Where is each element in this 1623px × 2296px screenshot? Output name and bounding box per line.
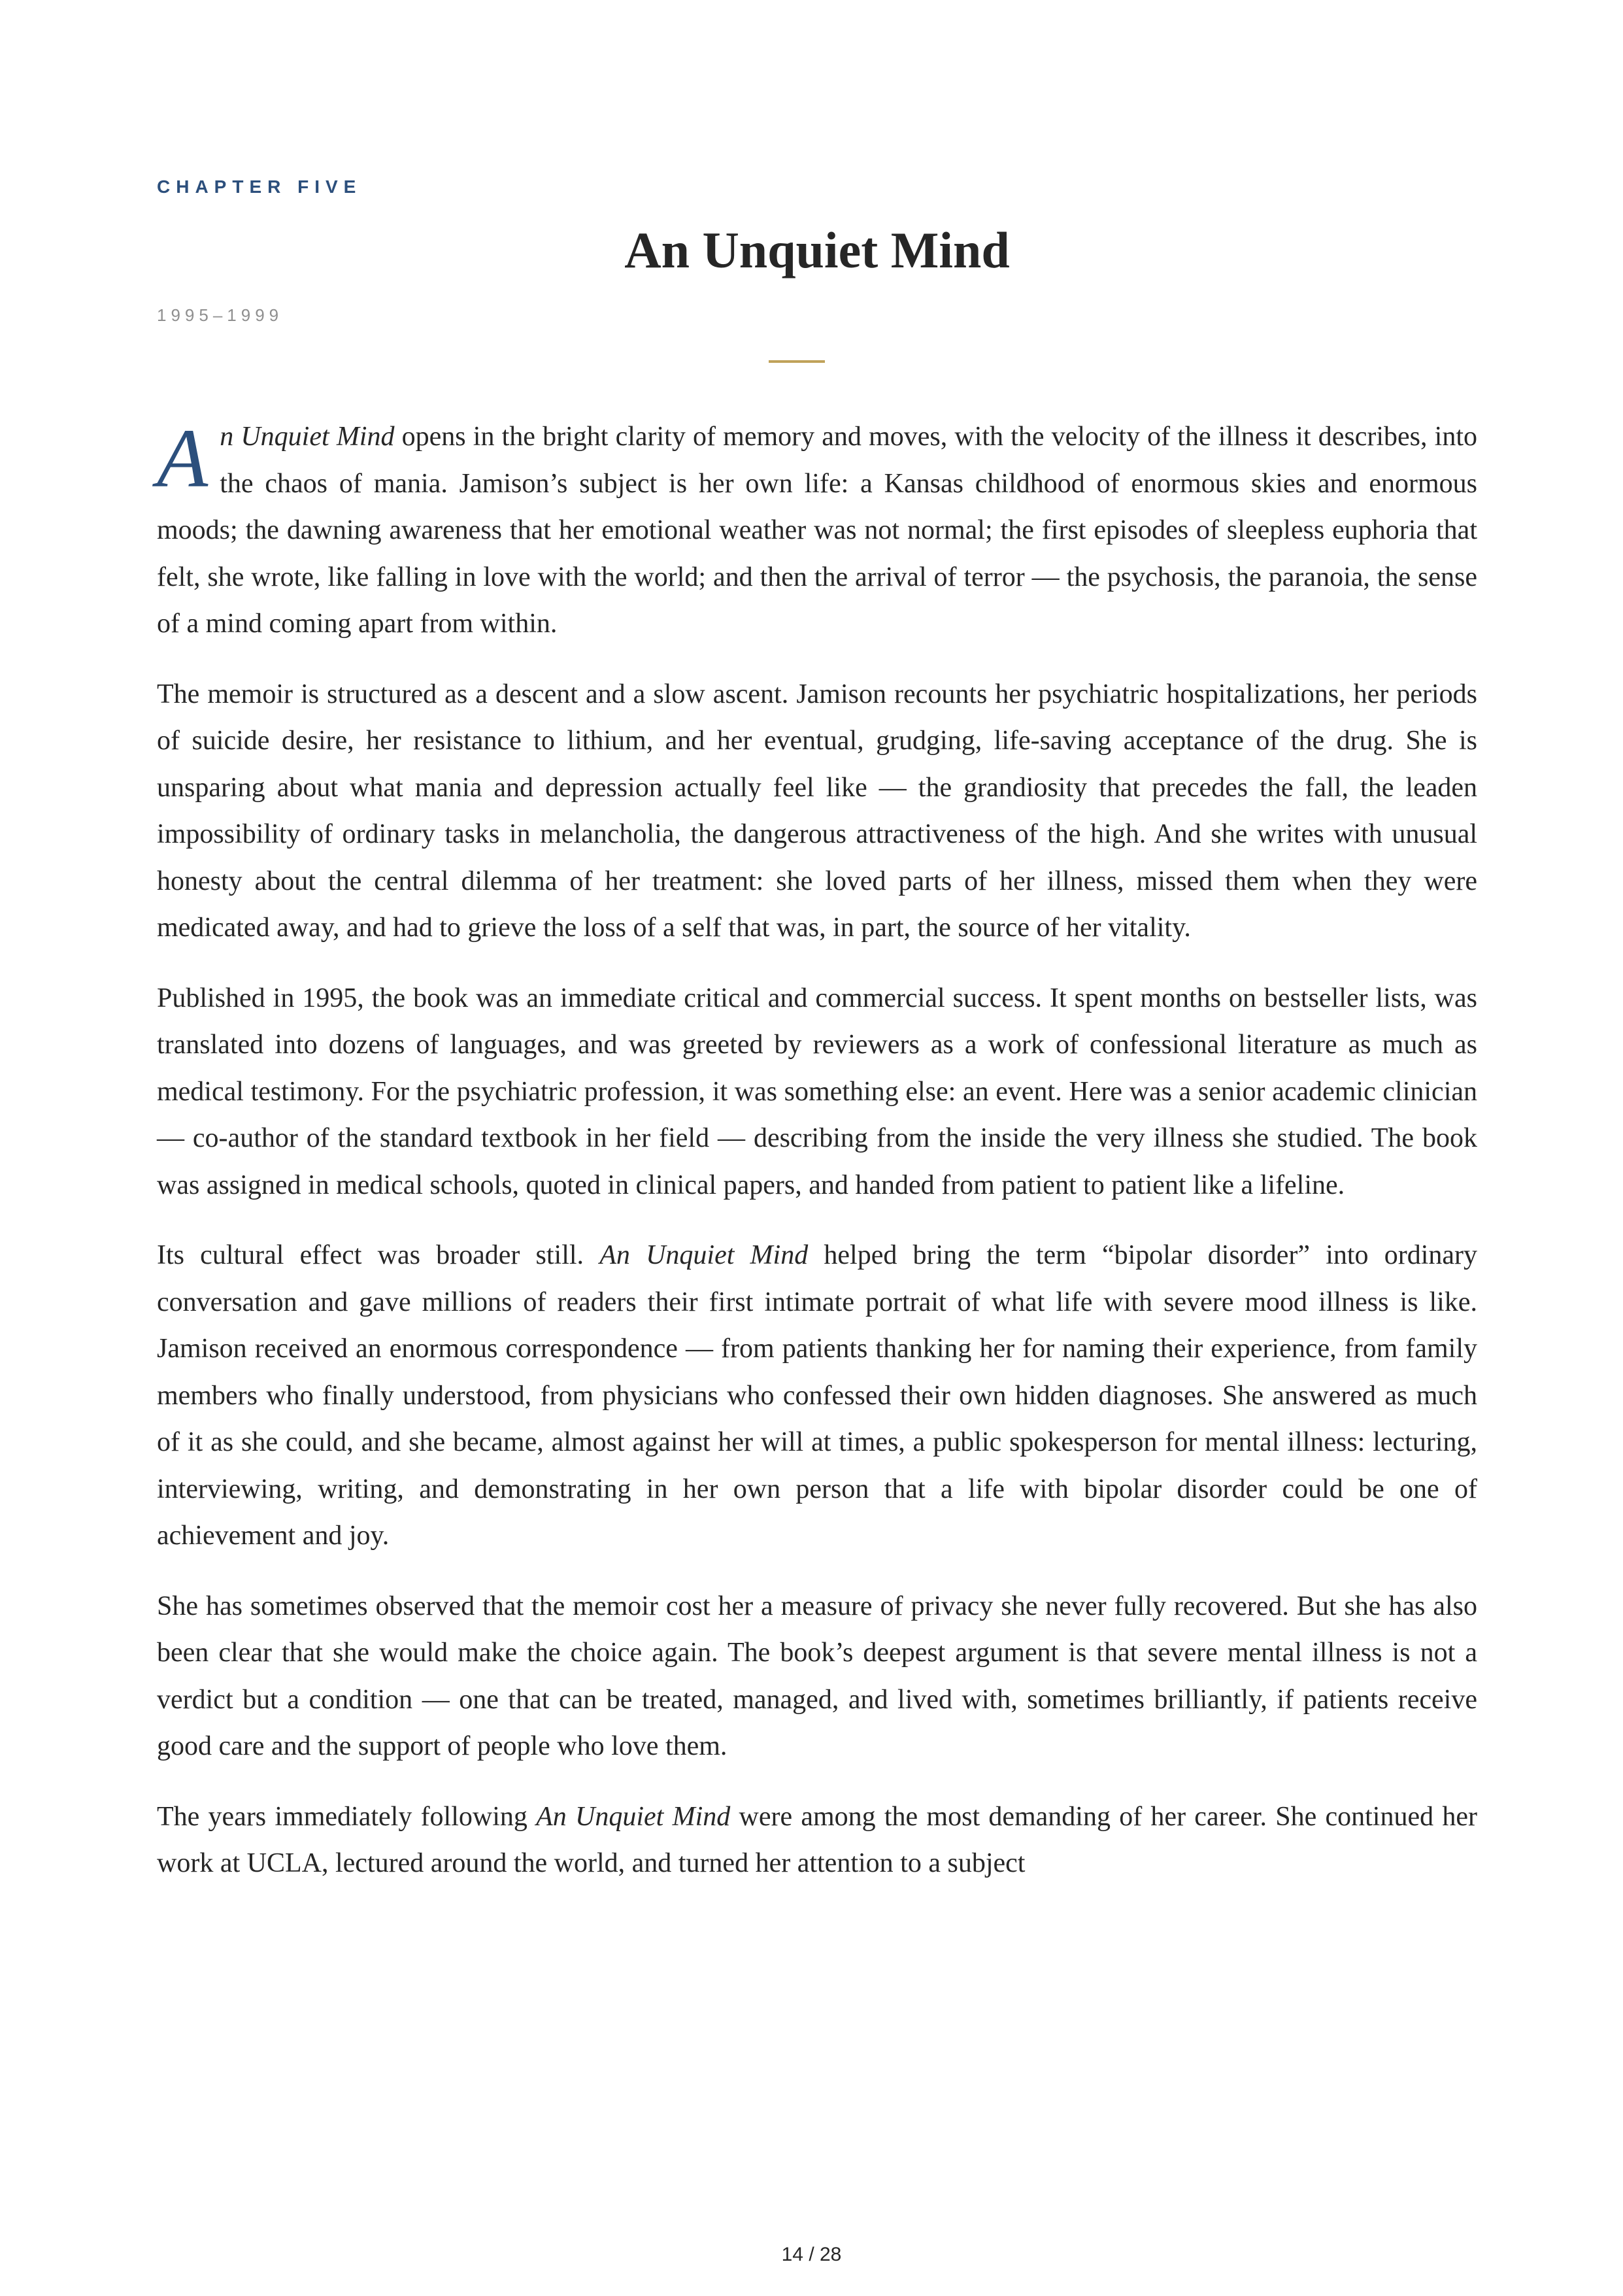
chapter-label: CHAPTER FIVE xyxy=(157,177,362,197)
paragraph-text: opens in the bright clarity of memory and moves, with the velocity of the illness it describes, into the chaos of mania. Jamison’s subject is her own life: a Kansas childhood of enormous skies and enormous moods; the dawning awareness that her emotional weather was not normal; the first episodes of sleepless euphoria that felt, she wrote, like falling in love with the world; and then the arrival of terror — the psychosis, the paranoia, the sense of a mind coming apart from within. xyxy=(157,422,1478,639)
body-paragraph xyxy=(157,414,1477,648)
italic-title-text: An Unquiet Mind xyxy=(599,1240,809,1270)
body-paragraph xyxy=(157,1794,1477,1887)
body-paragraph xyxy=(157,671,1477,952)
italic-title-text: n Unquiet Mind xyxy=(220,422,395,452)
page-number: 14 / 28 xyxy=(781,2244,842,2265)
chapter-years: 1995–1999 xyxy=(157,305,284,325)
paragraph-text: Published in 1995, the book was an immediate critical and commercial success. It spent months on bestseller lists, was translated into dozens of languages, and was greeted by reviewers as a work of confessional literature as much as medical testimony. For the psychiatric profession, it was something else: an event. Here was a senior academic clinician — co-author of the standard textbook in her field — describing from the inside the very illness she studied. The book was assigned in medical schools, quoted in clinical papers, and handed from patient to patient like a lifeline. xyxy=(157,983,1477,1200)
paragraph-text: She has sometimes observed that the memoir cost her a measure of privacy she never fully recovered. But she has also been clear that she would make the choice again. The book’s deepest argument is that severe mental illness is not a verdict but a condition — one that can be treated, managed, and lived with, sometimes brilliantly, if patients receive good care and the support of people who love them. xyxy=(157,1591,1477,1761)
body-paragraph xyxy=(157,1583,1477,1770)
drop-cap: A xyxy=(157,412,209,505)
paragraph-text: Its cultural effect was broader still. xyxy=(157,1240,600,1270)
paragraph-text: The years immediately following xyxy=(157,1801,537,1832)
paragraph-text: were among the most demanding of her career. She continued her work at UCLA, lectured around the world, and turned her attention to a subject xyxy=(157,1801,1477,1878)
paragraph-text: helped bring the term “bipolar disorder” into ordinary conversation and gave millions of readers their first intimate portrait of what life with severe mood illness is like. Jamison received an enormous correspondence — from patients thanking her for naming their experience, from family members who finally understood, from physicians who confessed their own hidden diagnoses. She answered as much of it as she could, and she became, almost against her will at times, a public spokesperson for mental illness: lecturing, interviewing, writing, and demonstrating in her own person that a life with bipolar disorder could be one of achievement and joy. xyxy=(157,1240,1477,1551)
italic-title-text: An Unquiet Mind xyxy=(536,1801,731,1832)
title-divider-rule xyxy=(769,360,825,363)
body-paragraph xyxy=(157,975,1477,1209)
body-text xyxy=(157,414,1477,1911)
body-paragraph xyxy=(157,1232,1477,1560)
chapter-title: An Unquiet Mind xyxy=(624,222,1010,279)
paragraph-text: The memoir is structured as a descent and a slow ascent. Jamison recounts her psychiatric hospitalizations, her periods of suicide desire, her resistance to lithium, and her eventual, grudging, life-saving acceptance of the drug. She is unsparing about what mania and depression actually feel like — the grandiosity that precedes the fall, the leaden impossibility of ordinary tasks in melancholia, the dangerous attractiveness of the high. And she writes with unusual honesty about the central dilemma of her treatment: she loved parts of her illness, missed them when they were medicated away, and had to grieve the loss of a self that was, in part, the source of her vitality. xyxy=(157,679,1477,943)
